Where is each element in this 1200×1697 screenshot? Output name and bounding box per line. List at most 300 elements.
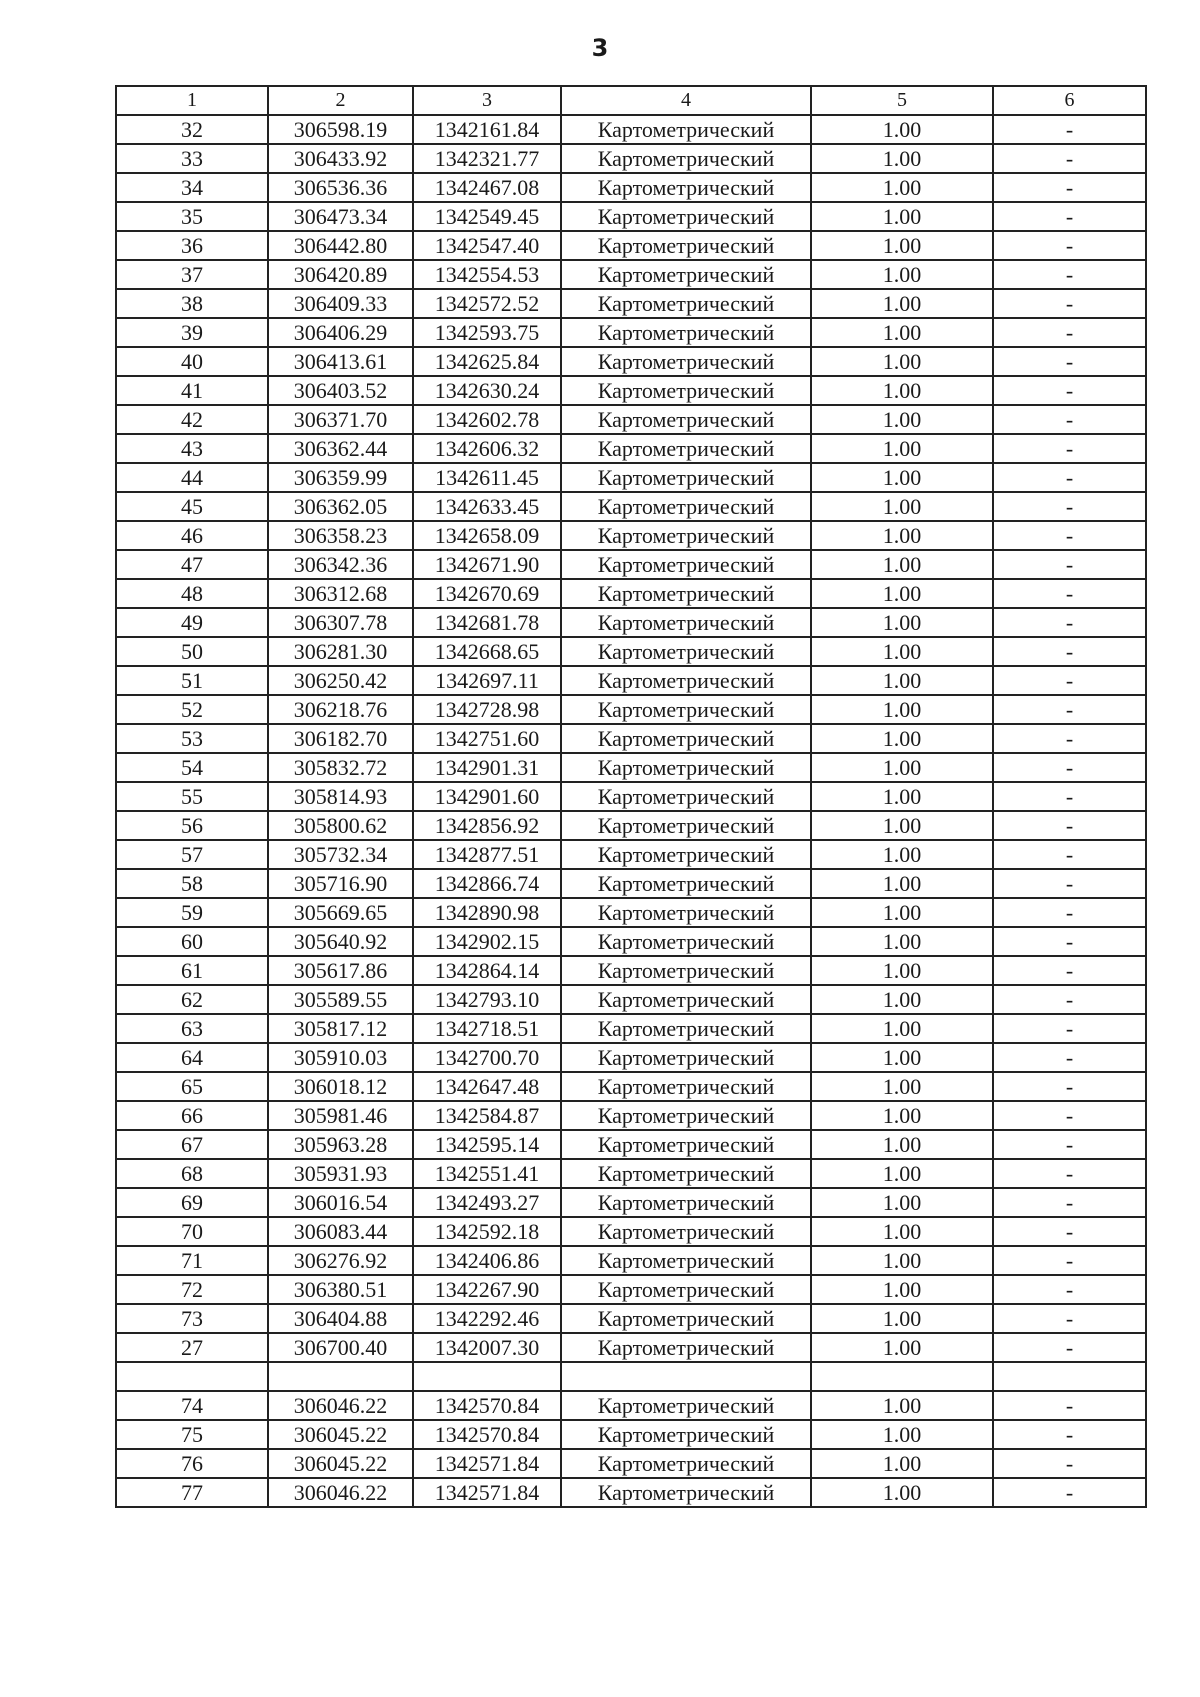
cell-precision: 1.00 [811, 144, 993, 173]
cell-precision: 1.00 [811, 289, 993, 318]
cell-precision: 1.00 [811, 1217, 993, 1246]
cell-note: - [993, 956, 1146, 985]
cell-method: Картометрический [561, 956, 811, 985]
cell-y-coordinate: 1342630.24 [413, 376, 561, 405]
cell-x-coordinate: 306700.40 [268, 1333, 413, 1362]
cell-x-coordinate: 305910.03 [268, 1043, 413, 1072]
cell-method: Картометрический [561, 1101, 811, 1130]
table-row [116, 492, 1146, 521]
cell-x-coordinate: 306045.22 [268, 1449, 413, 1478]
cell-point-number: 62 [116, 985, 268, 1014]
cell-y-coordinate: 1342611.45 [413, 463, 561, 492]
cell-point-number: 54 [116, 753, 268, 782]
table-row [116, 637, 1146, 666]
cell-x-coordinate: 305669.65 [268, 898, 413, 927]
cell-y-coordinate: 1342681.78 [413, 608, 561, 637]
cell-x-coordinate: 306218.76 [268, 695, 413, 724]
cell-precision: 1.00 [811, 1101, 993, 1130]
cell-method: Картометрический [561, 202, 811, 231]
table-row [116, 840, 1146, 869]
cell-note: - [993, 724, 1146, 753]
cell-point-number: 49 [116, 608, 268, 637]
cell-y-coordinate: 1342595.14 [413, 1130, 561, 1159]
cell-note: - [993, 1130, 1146, 1159]
table-row [116, 898, 1146, 927]
cell-method: Картометрический [561, 927, 811, 956]
cell-y-coordinate: 1342751.60 [413, 724, 561, 753]
cell-note: - [993, 608, 1146, 637]
cell-y-coordinate: 1342572.52 [413, 289, 561, 318]
cell-point-number: 63 [116, 1014, 268, 1043]
table-row [116, 985, 1146, 1014]
column-header-3: 3 [413, 86, 561, 115]
cell-x-coordinate: 306433.92 [268, 144, 413, 173]
cell-precision: 1.00 [811, 608, 993, 637]
cell-point-number: 55 [116, 782, 268, 811]
cell-precision [811, 1362, 993, 1391]
cell-precision: 1.00 [811, 840, 993, 869]
cell-x-coordinate: 306404.88 [268, 1304, 413, 1333]
cell-precision: 1.00 [811, 521, 993, 550]
table-row [116, 550, 1146, 579]
cell-note: - [993, 521, 1146, 550]
cell-precision: 1.00 [811, 695, 993, 724]
cell-point-number: 64 [116, 1043, 268, 1072]
table-row [116, 695, 1146, 724]
cell-precision: 1.00 [811, 898, 993, 927]
table-row [116, 811, 1146, 840]
cell-x-coordinate: 305931.93 [268, 1159, 413, 1188]
cell-note: - [993, 376, 1146, 405]
cell-note: - [993, 1072, 1146, 1101]
cell-precision: 1.00 [811, 724, 993, 753]
cell-note: - [993, 811, 1146, 840]
table-row [116, 405, 1146, 434]
cell-x-coordinate: 306420.89 [268, 260, 413, 289]
column-header-5: 5 [811, 86, 993, 115]
cell-note: - [993, 927, 1146, 956]
cell-x-coordinate: 306342.36 [268, 550, 413, 579]
table-body [116, 115, 1146, 1507]
cell-point-number: 45 [116, 492, 268, 521]
cell-point-number: 35 [116, 202, 268, 231]
cell-point-number: 43 [116, 434, 268, 463]
cell-y-coordinate: 1342321.77 [413, 144, 561, 173]
cell-precision: 1.00 [811, 1478, 993, 1507]
cell-x-coordinate: 305814.93 [268, 782, 413, 811]
cell-precision: 1.00 [811, 1043, 993, 1072]
cell-y-coordinate: 1342901.31 [413, 753, 561, 782]
cell-precision: 1.00 [811, 434, 993, 463]
column-header-2: 2 [268, 86, 413, 115]
cell-note: - [993, 782, 1146, 811]
cell-y-coordinate: 1342571.84 [413, 1478, 561, 1507]
cell-point-number: 68 [116, 1159, 268, 1188]
table-row [116, 1101, 1146, 1130]
cell-y-coordinate: 1342877.51 [413, 840, 561, 869]
cell-note: - [993, 1043, 1146, 1072]
cell-method [561, 1362, 811, 1391]
cell-note: - [993, 1275, 1146, 1304]
cell-x-coordinate: 306406.29 [268, 318, 413, 347]
cell-y-coordinate: 1342406.86 [413, 1246, 561, 1275]
cell-x-coordinate: 306281.30 [268, 637, 413, 666]
cell-method: Картометрический [561, 1275, 811, 1304]
cell-x-coordinate: 306473.34 [268, 202, 413, 231]
cell-precision: 1.00 [811, 869, 993, 898]
cell-method: Картометрический [561, 782, 811, 811]
table-row [116, 927, 1146, 956]
table-row [116, 1275, 1146, 1304]
cell-y-coordinate: 1342267.90 [413, 1275, 561, 1304]
cell-x-coordinate: 306045.22 [268, 1420, 413, 1449]
cell-method: Картометрический [561, 318, 811, 347]
cell-point-number: 44 [116, 463, 268, 492]
cell-method: Картометрический [561, 1014, 811, 1043]
cell-method: Картометрический [561, 579, 811, 608]
cell-note: - [993, 1391, 1146, 1420]
cell-y-coordinate: 1342728.98 [413, 695, 561, 724]
cell-note: - [993, 898, 1146, 927]
cell-note: - [993, 1246, 1146, 1275]
cell-note: - [993, 1101, 1146, 1130]
table-row [116, 521, 1146, 550]
cell-note: - [993, 1014, 1146, 1043]
cell-note: - [993, 695, 1146, 724]
cell-y-coordinate: 1342292.46 [413, 1304, 561, 1333]
table-row [116, 724, 1146, 753]
cell-method: Картометрический [561, 898, 811, 927]
cell-y-coordinate: 1342866.74 [413, 869, 561, 898]
cell-x-coordinate: 305800.62 [268, 811, 413, 840]
table-row [116, 1130, 1146, 1159]
cell-note: - [993, 579, 1146, 608]
table-row [116, 956, 1146, 985]
cell-y-coordinate: 1342554.53 [413, 260, 561, 289]
cell-method: Картометрический [561, 1246, 811, 1275]
cell-note: - [993, 840, 1146, 869]
cell-precision: 1.00 [811, 260, 993, 289]
cell-precision: 1.00 [811, 1275, 993, 1304]
cell-note: - [993, 550, 1146, 579]
cell-point-number: 46 [116, 521, 268, 550]
cell-point-number: 41 [116, 376, 268, 405]
cell-y-coordinate: 1342007.30 [413, 1333, 561, 1362]
cell-point-number: 47 [116, 550, 268, 579]
cell-x-coordinate: 306413.61 [268, 347, 413, 376]
cell-method: Картометрический [561, 840, 811, 869]
table-row [116, 1420, 1146, 1449]
cell-point-number: 56 [116, 811, 268, 840]
cell-point-number: 57 [116, 840, 268, 869]
cell-y-coordinate: 1342658.09 [413, 521, 561, 550]
cell-note: - [993, 1304, 1146, 1333]
table-row [116, 753, 1146, 782]
table-row [116, 376, 1146, 405]
cell-x-coordinate: 306442.80 [268, 231, 413, 260]
cell-method: Картометрический [561, 753, 811, 782]
cell-method: Картометрический [561, 608, 811, 637]
cell-y-coordinate: 1342697.11 [413, 666, 561, 695]
cell-x-coordinate: 306403.52 [268, 376, 413, 405]
cell-note: - [993, 434, 1146, 463]
cell-y-coordinate: 1342625.84 [413, 347, 561, 376]
cell-method: Картометрический [561, 550, 811, 579]
table-row [116, 579, 1146, 608]
cell-precision: 1.00 [811, 115, 993, 144]
cell-method: Картометрический [561, 1043, 811, 1072]
table-row [116, 1043, 1146, 1072]
cell-point-number: 60 [116, 927, 268, 956]
cell-y-coordinate: 1342570.84 [413, 1420, 561, 1449]
cell-precision: 1.00 [811, 666, 993, 695]
cell-note: - [993, 173, 1146, 202]
cell-precision: 1.00 [811, 492, 993, 521]
cell-y-coordinate: 1342551.41 [413, 1159, 561, 1188]
cell-y-coordinate: 1342592.18 [413, 1217, 561, 1246]
cell-x-coordinate: 306380.51 [268, 1275, 413, 1304]
cell-x-coordinate: 306307.78 [268, 608, 413, 637]
table-row [116, 608, 1146, 637]
cell-precision: 1.00 [811, 1014, 993, 1043]
table-row [116, 1217, 1146, 1246]
cell-y-coordinate: 1342670.69 [413, 579, 561, 608]
cell-method: Картометрический [561, 289, 811, 318]
cell-point-number: 66 [116, 1101, 268, 1130]
column-header-1: 1 [116, 86, 268, 115]
cell-y-coordinate: 1342633.45 [413, 492, 561, 521]
cell-point-number: 58 [116, 869, 268, 898]
cell-precision: 1.00 [811, 231, 993, 260]
cell-note: - [993, 1188, 1146, 1217]
cell-precision: 1.00 [811, 1420, 993, 1449]
cell-y-coordinate: 1342901.60 [413, 782, 561, 811]
cell-note: - [993, 318, 1146, 347]
cell-x-coordinate: 306371.70 [268, 405, 413, 434]
cell-precision: 1.00 [811, 550, 993, 579]
column-header-6: 6 [993, 86, 1146, 115]
cell-precision: 1.00 [811, 202, 993, 231]
cell-y-coordinate: 1342671.90 [413, 550, 561, 579]
cell-method: Картометрический [561, 1217, 811, 1246]
cell-precision: 1.00 [811, 1159, 993, 1188]
cell-method: Картометрический [561, 695, 811, 724]
cell-precision: 1.00 [811, 1188, 993, 1217]
table-row [116, 173, 1146, 202]
coordinates-table [115, 85, 1147, 1508]
cell-point-number: 33 [116, 144, 268, 173]
cell-point-number [116, 1362, 268, 1391]
cell-point-number: 50 [116, 637, 268, 666]
table-row [116, 1246, 1146, 1275]
cell-point-number: 39 [116, 318, 268, 347]
cell-note: - [993, 637, 1146, 666]
table-row [116, 1072, 1146, 1101]
cell-x-coordinate: 306182.70 [268, 724, 413, 753]
cell-x-coordinate: 306359.99 [268, 463, 413, 492]
cell-note: - [993, 231, 1146, 260]
cell-precision: 1.00 [811, 405, 993, 434]
cell-y-coordinate: 1342793.10 [413, 985, 561, 1014]
cell-point-number: 34 [116, 173, 268, 202]
cell-method: Картометрический [561, 637, 811, 666]
cell-method: Картометрический [561, 1188, 811, 1217]
cell-y-coordinate: 1342467.08 [413, 173, 561, 202]
cell-point-number: 75 [116, 1420, 268, 1449]
cell-point-number: 36 [116, 231, 268, 260]
cell-y-coordinate: 1342602.78 [413, 405, 561, 434]
cell-point-number: 38 [116, 289, 268, 318]
cell-precision: 1.00 [811, 782, 993, 811]
cell-x-coordinate: 305832.72 [268, 753, 413, 782]
cell-point-number: 67 [116, 1130, 268, 1159]
table-row [116, 231, 1146, 260]
cell-point-number: 70 [116, 1217, 268, 1246]
cell-x-coordinate: 306536.36 [268, 173, 413, 202]
cell-method: Картометрический [561, 1130, 811, 1159]
cell-point-number: 32 [116, 115, 268, 144]
table-row [116, 1391, 1146, 1420]
cell-point-number: 61 [116, 956, 268, 985]
cell-method: Картометрический [561, 1449, 811, 1478]
table-row [116, 666, 1146, 695]
cell-note: - [993, 753, 1146, 782]
table-row [116, 347, 1146, 376]
cell-point-number: 69 [116, 1188, 268, 1217]
cell-y-coordinate: 1342571.84 [413, 1449, 561, 1478]
cell-note: - [993, 463, 1146, 492]
cell-x-coordinate: 305817.12 [268, 1014, 413, 1043]
column-header-4: 4 [561, 86, 811, 115]
cell-method: Картометрический [561, 1159, 811, 1188]
cell-method: Картометрический [561, 869, 811, 898]
cell-precision: 1.00 [811, 956, 993, 985]
cell-point-number: 52 [116, 695, 268, 724]
cell-precision: 1.00 [811, 173, 993, 202]
cell-method: Картометрический [561, 1072, 811, 1101]
cell-precision: 1.00 [811, 985, 993, 1014]
cell-method: Картометрический [561, 1304, 811, 1333]
cell-method: Картометрический [561, 521, 811, 550]
cell-note: - [993, 985, 1146, 1014]
cell-method: Картометрический [561, 463, 811, 492]
cell-precision: 1.00 [811, 1246, 993, 1275]
table-row [116, 1449, 1146, 1478]
cell-point-number: 40 [116, 347, 268, 376]
cell-x-coordinate: 306016.54 [268, 1188, 413, 1217]
cell-point-number: 37 [116, 260, 268, 289]
cell-point-number: 59 [116, 898, 268, 927]
cell-method: Картометрический [561, 260, 811, 289]
cell-y-coordinate: 1342493.27 [413, 1188, 561, 1217]
cell-precision: 1.00 [811, 579, 993, 608]
cell-method: Картометрический [561, 144, 811, 173]
table-row [116, 144, 1146, 173]
cell-x-coordinate: 306362.05 [268, 492, 413, 521]
cell-note: - [993, 492, 1146, 521]
cell-note: - [993, 666, 1146, 695]
cell-method: Картометрический [561, 985, 811, 1014]
cell-note: - [993, 1420, 1146, 1449]
cell-y-coordinate: 1342549.45 [413, 202, 561, 231]
cell-note: - [993, 1478, 1146, 1507]
cell-x-coordinate: 305963.28 [268, 1130, 413, 1159]
cell-point-number: 74 [116, 1391, 268, 1420]
table-row [116, 260, 1146, 289]
cell-x-coordinate [268, 1362, 413, 1391]
cell-note: - [993, 1449, 1146, 1478]
cell-precision: 1.00 [811, 1130, 993, 1159]
cell-x-coordinate: 306276.92 [268, 1246, 413, 1275]
cell-y-coordinate: 1342584.87 [413, 1101, 561, 1130]
table-row [116, 1014, 1146, 1043]
cell-point-number: 53 [116, 724, 268, 753]
cell-method: Картометрический [561, 492, 811, 521]
cell-y-coordinate: 1342864.14 [413, 956, 561, 985]
cell-method: Картометрический [561, 1478, 811, 1507]
cell-x-coordinate: 306046.22 [268, 1391, 413, 1420]
cell-point-number: 65 [116, 1072, 268, 1101]
table-row [116, 318, 1146, 347]
cell-precision: 1.00 [811, 318, 993, 347]
cell-method: Картометрический [561, 811, 811, 840]
cell-x-coordinate: 306409.33 [268, 289, 413, 318]
cell-method: Картометрический [561, 1420, 811, 1449]
cell-precision: 1.00 [811, 1449, 993, 1478]
cell-point-number: 27 [116, 1333, 268, 1362]
cell-note: - [993, 1159, 1146, 1188]
cell-x-coordinate: 306250.42 [268, 666, 413, 695]
table-row [116, 463, 1146, 492]
cell-note: - [993, 869, 1146, 898]
table-header-row [116, 86, 1146, 115]
cell-x-coordinate: 305981.46 [268, 1101, 413, 1130]
cell-point-number: 76 [116, 1449, 268, 1478]
cell-y-coordinate: 1342570.84 [413, 1391, 561, 1420]
table-row [116, 1159, 1146, 1188]
cell-note: - [993, 1217, 1146, 1246]
cell-precision: 1.00 [811, 347, 993, 376]
cell-note: - [993, 260, 1146, 289]
cell-precision: 1.00 [811, 1072, 993, 1101]
cell-note: - [993, 202, 1146, 231]
cell-x-coordinate: 306358.23 [268, 521, 413, 550]
cell-method: Картометрический [561, 115, 811, 144]
cell-precision: 1.00 [811, 1304, 993, 1333]
cell-note: - [993, 1333, 1146, 1362]
cell-method: Картометрический [561, 173, 811, 202]
cell-method: Картометрический [561, 376, 811, 405]
cell-x-coordinate: 305617.86 [268, 956, 413, 985]
cell-point-number: 71 [116, 1246, 268, 1275]
cell-y-coordinate: 1342856.92 [413, 811, 561, 840]
table-row [116, 1304, 1146, 1333]
cell-method: Картометрический [561, 434, 811, 463]
cell-method: Картометрический [561, 1333, 811, 1362]
cell-precision: 1.00 [811, 1391, 993, 1420]
cell-method: Картометрический [561, 666, 811, 695]
cell-point-number: 77 [116, 1478, 268, 1507]
table-row [116, 1188, 1146, 1217]
cell-x-coordinate: 305716.90 [268, 869, 413, 898]
cell-y-coordinate: 1342593.75 [413, 318, 561, 347]
table-row [116, 1362, 1146, 1391]
cell-point-number: 48 [116, 579, 268, 608]
cell-y-coordinate: 1342890.98 [413, 898, 561, 927]
table-row [116, 115, 1146, 144]
table-row [116, 289, 1146, 318]
cell-method: Картометрический [561, 231, 811, 260]
